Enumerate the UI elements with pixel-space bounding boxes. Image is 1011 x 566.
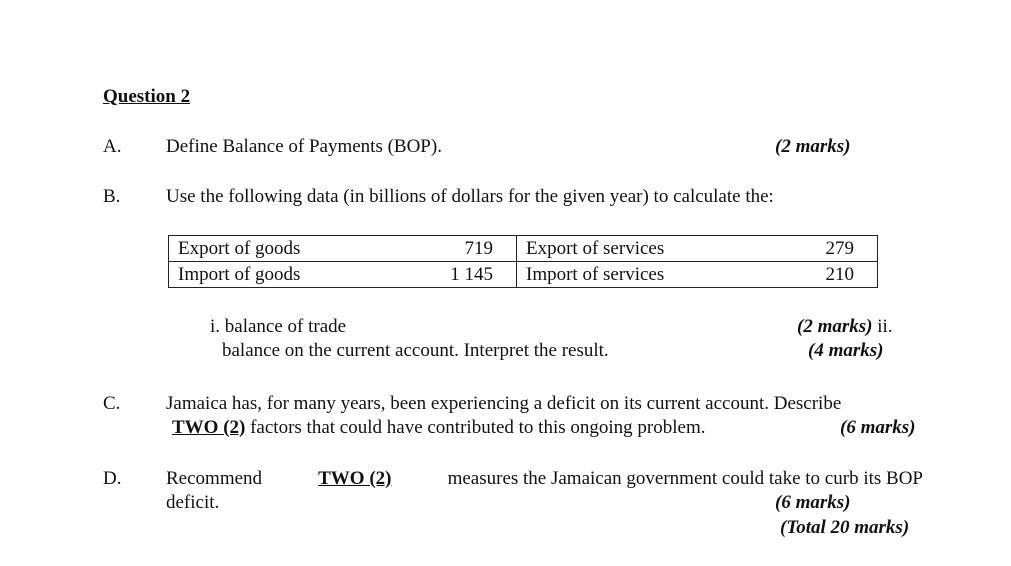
item-b-text: Use the following data (in billions of dollars for the given year) to calculate the: <box>166 186 774 207</box>
sub-ii-marks: (4 marks) <box>808 340 884 361</box>
sub-i-marks-line <box>797 316 893 338</box>
item-d-emphasis: TWO (2) <box>318 468 392 489</box>
item-a-letter: A. <box>103 136 122 157</box>
trade-data-table <box>168 235 878 288</box>
item-a-marks: (2 marks) <box>775 136 851 157</box>
item-a-text: Define Balance of Payments (BOP). <box>166 136 442 157</box>
sub-ii-prefix: ii. <box>877 316 893 337</box>
table-cell: Export of goods <box>169 236 404 262</box>
table-cell: 279 <box>774 236 878 262</box>
item-c-emphasis: TWO (2) <box>172 417 246 438</box>
item-c-letter: C. <box>103 393 121 414</box>
item-c-marks: (6 marks) <box>840 417 916 438</box>
total-marks: (Total 20 marks) <box>780 517 910 538</box>
table-cell: Import of goods <box>169 262 404 288</box>
table-cell: Export of services <box>517 236 775 262</box>
question-title: Question 2 <box>103 86 191 107</box>
item-d-post: measures the Jamaican government could take to curb its BOP <box>447 468 923 489</box>
item-c-line2-rest: factors that could have contributed to this ongoing problem. <box>250 417 706 438</box>
table-cell: 1 145 <box>403 262 517 288</box>
item-d-line2: deficit. <box>166 492 220 513</box>
item-d-line1 <box>166 468 923 490</box>
item-c-line1: Jamaica has, for many years, been experiencing a deficit on its current account. Describe <box>166 393 842 414</box>
table-row <box>169 236 878 262</box>
sub-i-text: i. balance of trade <box>210 316 347 337</box>
item-d-pre: Recommend <box>166 468 263 489</box>
table-cell: Import of services <box>517 262 775 288</box>
table-cell: 210 <box>774 262 878 288</box>
sub-ii-text: balance on the current account. Interpret the result. <box>222 340 609 361</box>
table-row <box>169 262 878 288</box>
item-b-letter: B. <box>103 186 121 207</box>
item-d-letter: D. <box>103 468 122 489</box>
table-cell: 719 <box>403 236 517 262</box>
item-c-line2 <box>172 417 705 439</box>
sub-i-marks: (2 marks) <box>797 316 873 337</box>
item-d-marks: (6 marks) <box>775 492 851 513</box>
